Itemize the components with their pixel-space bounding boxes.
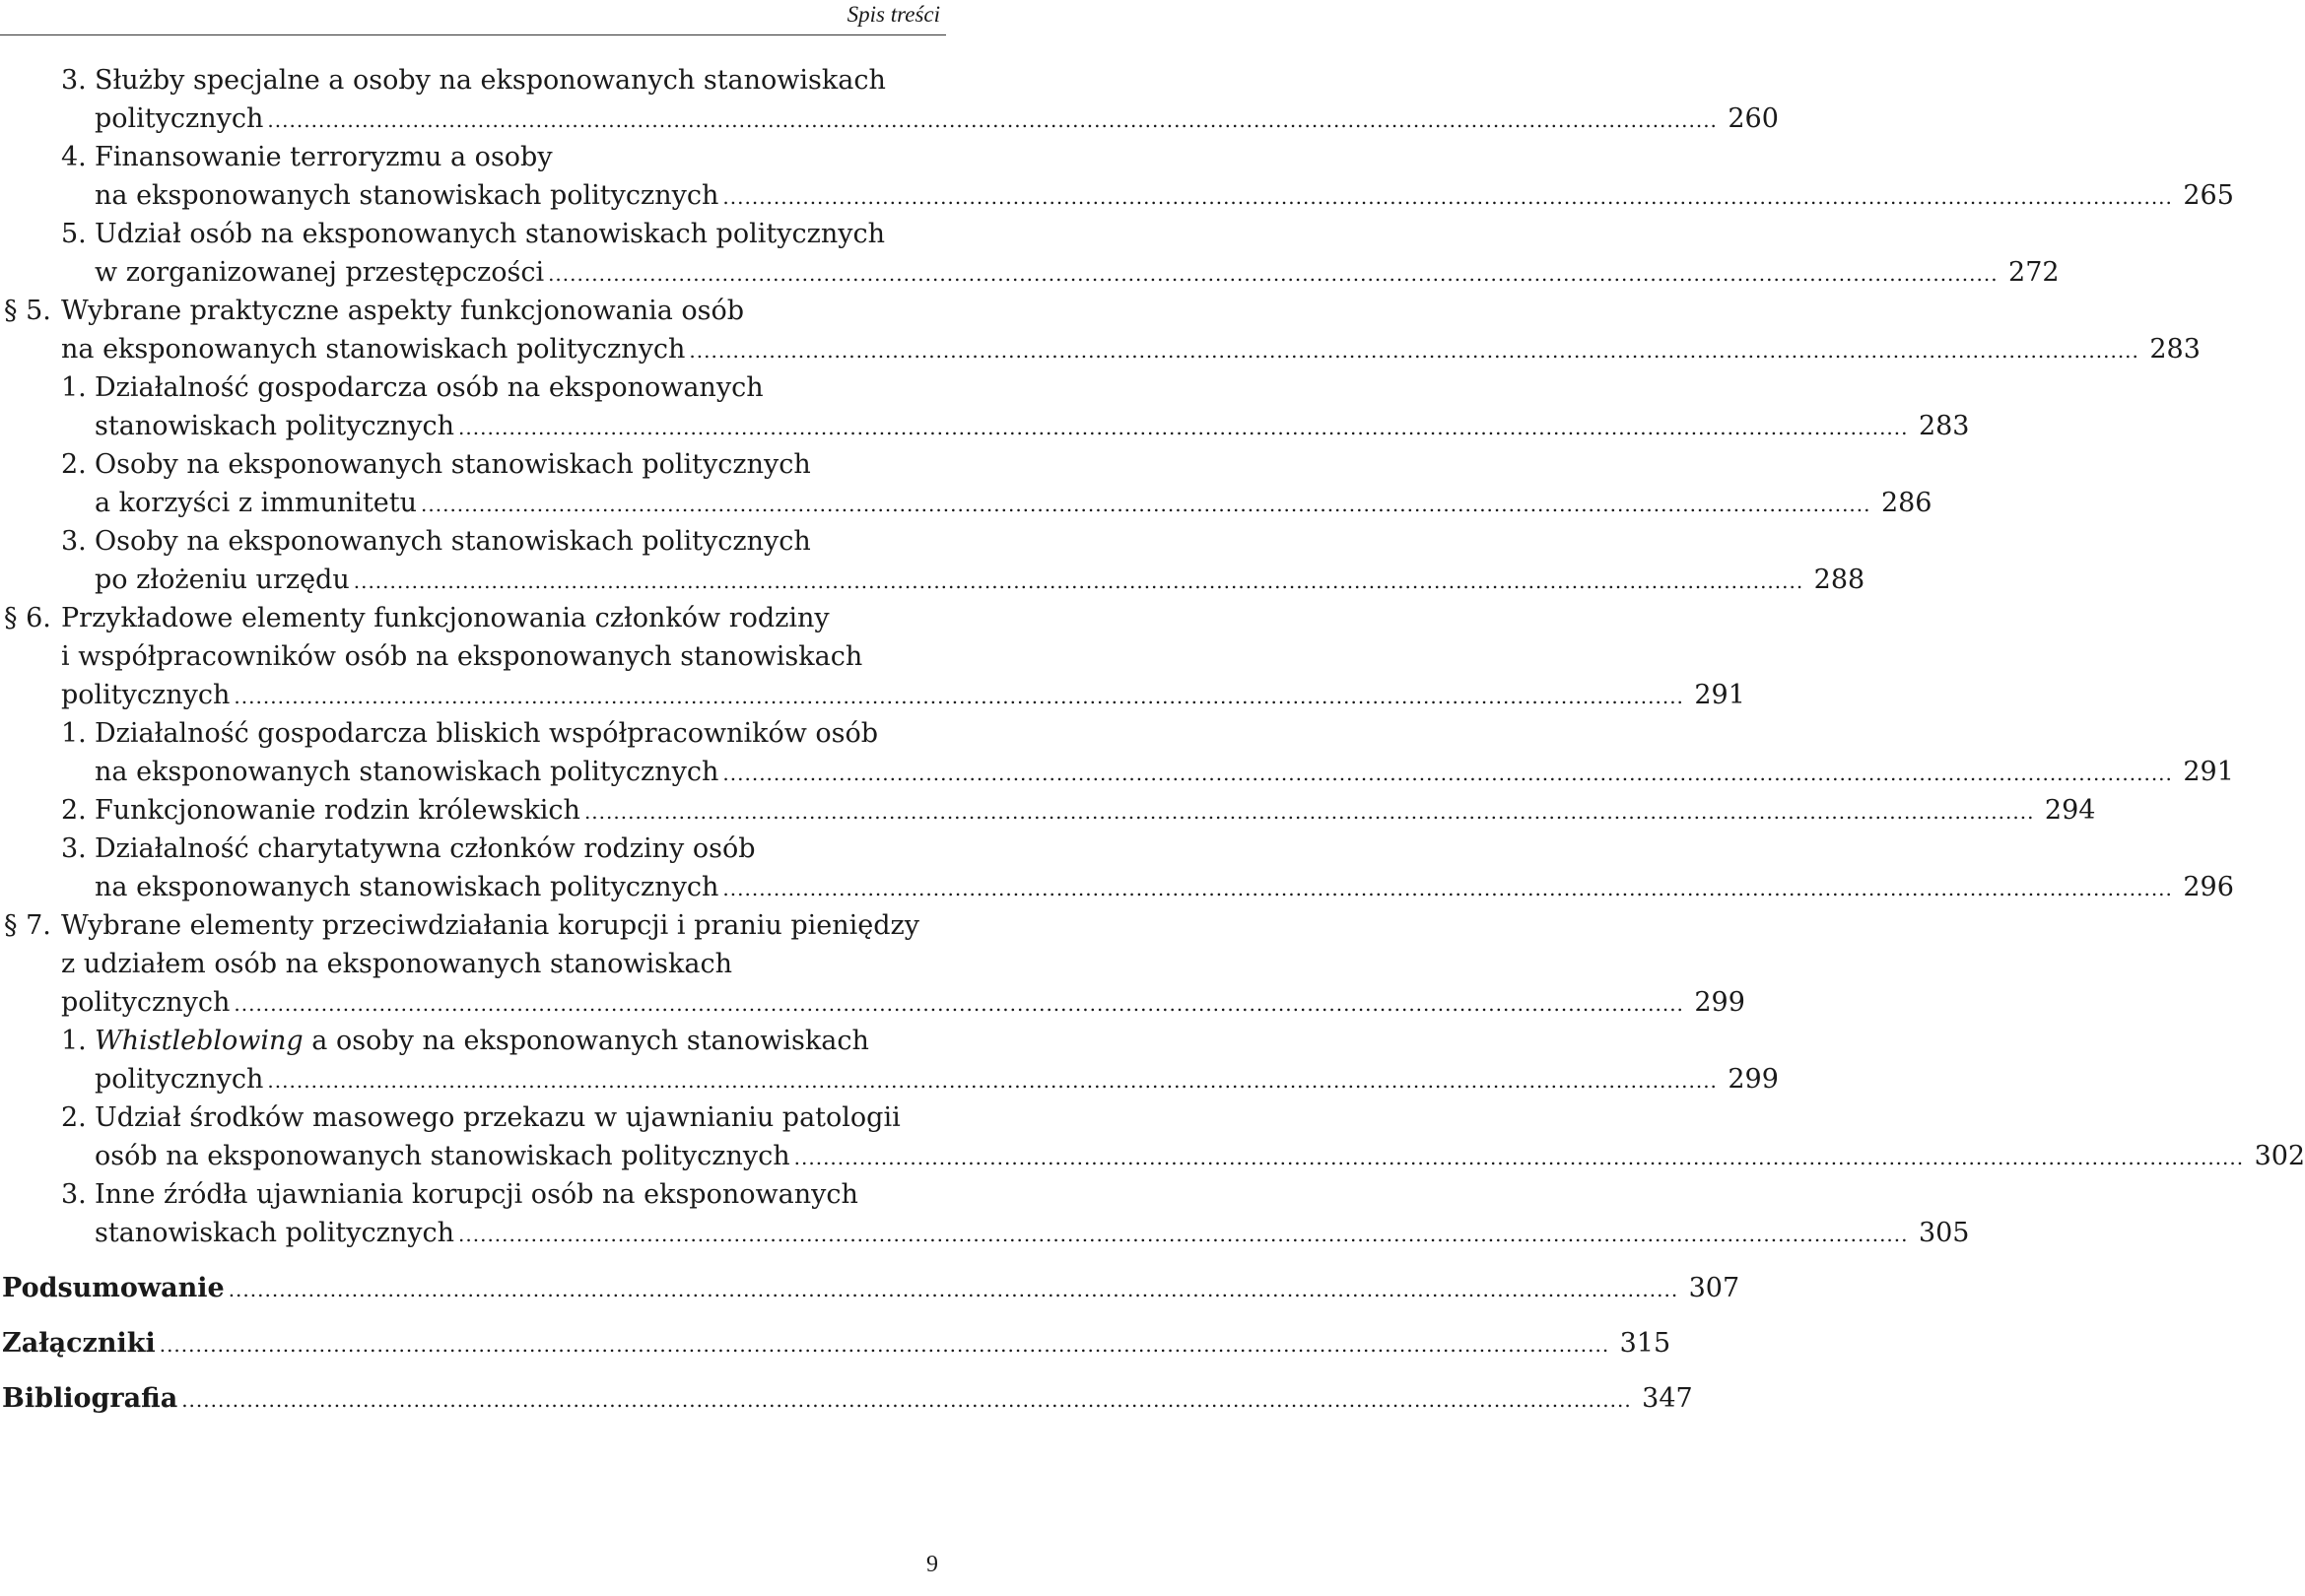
- dot-leader: ........................................................................................................................................................................................................: [234, 992, 1684, 1016]
- toc-page-number: 315: [1619, 1328, 1671, 1359]
- toc-entry-number: § 6.: [4, 603, 51, 633]
- toc-entry[interactable]: [0, 292, 2201, 368]
- toc-entry-title: w zorganizowanej przestępczości: [95, 257, 545, 288]
- toc-entry-title: i współpracowników osób na eksponowanych stanowiskach: [61, 641, 863, 672]
- toc-entry-number: 5.: [61, 219, 87, 249]
- toc-entry[interactable]: [0, 215, 2060, 292]
- toc-entry-title: Bibliografia: [2, 1383, 178, 1414]
- dot-leader: ........................................................................................................................................................................................................: [228, 1278, 1679, 1301]
- table-of-contents: [0, 61, 2305, 1418]
- toc-entry[interactable]: [0, 1379, 1693, 1418]
- toc-entry-title: z udziałem osób na eksponowanych stanowiskach: [61, 949, 732, 979]
- toc-entry-title: Udział osób na eksponowanych stanowiskach politycznych: [95, 219, 885, 249]
- toc-page-number: 283: [2149, 334, 2201, 365]
- toc-entry-title: na eksponowanych stanowiskach politycznych: [95, 872, 719, 902]
- toc-entry-number: 1.: [61, 718, 87, 749]
- toc-page-number: 307: [1688, 1273, 1740, 1303]
- toc-entry-number: § 5.: [4, 296, 51, 326]
- toc-entry-number: 3.: [61, 526, 87, 557]
- dot-leader: ........................................................................................................................................................................................................: [458, 1223, 1909, 1246]
- toc-entry-title: Działalność gospodarcza bliskich współpracowników osób: [95, 718, 879, 749]
- toc-entry[interactable]: [0, 830, 2234, 906]
- toc-entry-title: stanowiskach politycznych: [95, 411, 455, 441]
- toc-entry-title: Osoby na eksponowanych stanowiskach politycznych: [95, 449, 811, 480]
- dot-leader: ........................................................................................................................................................................................................: [234, 685, 1684, 708]
- toc-page-number: 291: [2183, 757, 2234, 787]
- toc-entry-title: Wybrane praktyczne aspekty funkcjonowania osób: [61, 296, 745, 326]
- toc-entry-title: a korzyści z immunitetu: [95, 488, 418, 518]
- toc-page-number: 286: [1880, 488, 1932, 518]
- toc-entry[interactable]: [0, 1175, 1970, 1252]
- toc-entry-number: 3.: [61, 1179, 87, 1210]
- toc-entry[interactable]: [0, 1022, 1779, 1098]
- dot-leader: ........................................................................................................................................................................................................: [181, 1388, 1632, 1412]
- toc-entry-title: na eksponowanych stanowiskach politycznych: [61, 334, 686, 365]
- toc-entry[interactable]: [0, 368, 1970, 445]
- toc-entry-title: Służby specjalne a osoby na eksponowanych stanowiskach: [95, 65, 886, 96]
- toc-entry[interactable]: [0, 599, 1745, 714]
- toc-entry[interactable]: [0, 906, 1745, 1022]
- dot-leader: ........................................................................................................................................................................................................: [722, 762, 2173, 785]
- dot-leader: ........................................................................................................................................................................................................: [548, 262, 1999, 286]
- dot-leader: ........................................................................................................................................................................................................: [722, 877, 2173, 900]
- dot-leader: ........................................................................................................................................................................................................: [722, 185, 2173, 209]
- toc-entry-number: 2.: [61, 449, 87, 480]
- toc-entry-number: 2.: [61, 1102, 87, 1133]
- toc-entry-title: Inne źródła ujawniania korupcji osób na eksponowanych: [95, 1179, 858, 1210]
- toc-entry-title: Osoby na eksponowanych stanowiskach politycznych: [95, 526, 811, 557]
- dot-leader: ........................................................................................................................................................................................................: [267, 108, 1718, 132]
- toc-entry-title: Działalność gospodarcza osób na eksponowanych: [95, 372, 764, 403]
- toc-entry-title: politycznych: [61, 680, 231, 710]
- toc-entry[interactable]: [0, 445, 1932, 522]
- dot-leader: ........................................................................................................................................................................................................: [583, 800, 2035, 824]
- toc-page-number: 296: [2183, 872, 2234, 902]
- toc-entry[interactable]: [0, 791, 2096, 830]
- toc-entry-title: osób na eksponowanych stanowiskach politycznych: [95, 1141, 790, 1171]
- toc-entry-title: politycznych: [95, 1064, 264, 1095]
- toc-entry-title: stanowiskach politycznych: [95, 1218, 455, 1248]
- toc-page-number: 299: [1728, 1064, 1779, 1095]
- toc-entry-number: 2.: [61, 795, 87, 826]
- dot-leader: ........................................................................................................................................................................................................: [458, 416, 1909, 439]
- toc-page-number: 347: [1642, 1383, 1693, 1414]
- toc-entry-number: § 7.: [4, 910, 51, 941]
- toc-page-number: 260: [1728, 103, 1779, 134]
- toc-entry-title: Wybrane elementy przeciwdziałania korupcji i praniu pieniędzy: [61, 910, 920, 941]
- toc-page-number: 302: [2254, 1141, 2305, 1171]
- toc-entry-title: Podsumowanie: [2, 1273, 225, 1303]
- toc-entry-number: 1.: [61, 1026, 87, 1056]
- toc-entry-title: a osoby na eksponowanych stanowiskach: [303, 1026, 869, 1056]
- toc-page-number: 291: [1694, 680, 1745, 710]
- toc-entry-title: Funkcjonowanie rodzin królewskich: [95, 795, 580, 826]
- toc-entry[interactable]: [0, 61, 1779, 138]
- toc-entry-title: po złożeniu urzędu: [95, 565, 350, 595]
- toc-entry-title: Załączniki: [2, 1328, 156, 1359]
- toc-entry-title: Udział środków masowego przekazu w ujawnianiu patologii: [95, 1102, 901, 1133]
- toc-page-number: 283: [1918, 411, 1970, 441]
- toc-entry-title: Finansowanie terroryzmu a osoby: [95, 142, 553, 172]
- toc-entry-title: politycznych: [95, 103, 264, 134]
- toc-page-number: 305: [1918, 1218, 1970, 1248]
- toc-entry-title: na eksponowanych stanowiskach politycznych: [95, 180, 719, 211]
- dot-leader: ........................................................................................................................................................................................................: [689, 339, 2139, 363]
- toc-entry-title: Przykładowe elementy funkcjonowania członków rodziny: [61, 603, 830, 633]
- toc-page-number: 299: [1694, 987, 1745, 1018]
- toc-entry[interactable]: [0, 1098, 2305, 1175]
- toc-entry-number: 3.: [61, 65, 87, 96]
- toc-page-number: 272: [2008, 257, 2060, 288]
- toc-entry-title: politycznych: [61, 987, 231, 1018]
- toc-page-number: 288: [1813, 565, 1865, 595]
- dot-leader: ........................................................................................................................................................................................................: [159, 1333, 1610, 1357]
- toc-entry-title-italic: Whistleblowing: [95, 1026, 304, 1056]
- toc-entry[interactable]: [0, 714, 2234, 791]
- toc-entry-number: 3.: [61, 833, 87, 864]
- toc-entry[interactable]: [0, 138, 2234, 215]
- toc-entry[interactable]: [0, 1269, 1740, 1307]
- dot-leader: ........................................................................................................................................................................................................: [353, 569, 1804, 593]
- toc-entry[interactable]: [0, 522, 1865, 599]
- toc-entry-title: Działalność charytatywna członków rodziny osób: [95, 833, 756, 864]
- toc-entry-title: na eksponowanych stanowiskach politycznych: [95, 757, 719, 787]
- dot-leader: ........................................................................................................................................................................................................: [793, 1146, 2245, 1169]
- toc-entry-number: 4.: [61, 142, 87, 172]
- dot-leader: ........................................................................................................................................................................................................: [267, 1069, 1718, 1093]
- dot-leader: ........................................................................................................................................................................................................: [421, 493, 1871, 516]
- toc-entry[interactable]: [0, 1324, 1671, 1363]
- running-head: Spis treści: [847, 2, 940, 27]
- page-number: 9: [926, 1552, 938, 1577]
- toc-entry-number: 1.: [61, 372, 87, 403]
- toc-page-number: 294: [2044, 795, 2096, 826]
- toc-page-number: 265: [2183, 180, 2234, 211]
- header-rule: [0, 34, 946, 35]
